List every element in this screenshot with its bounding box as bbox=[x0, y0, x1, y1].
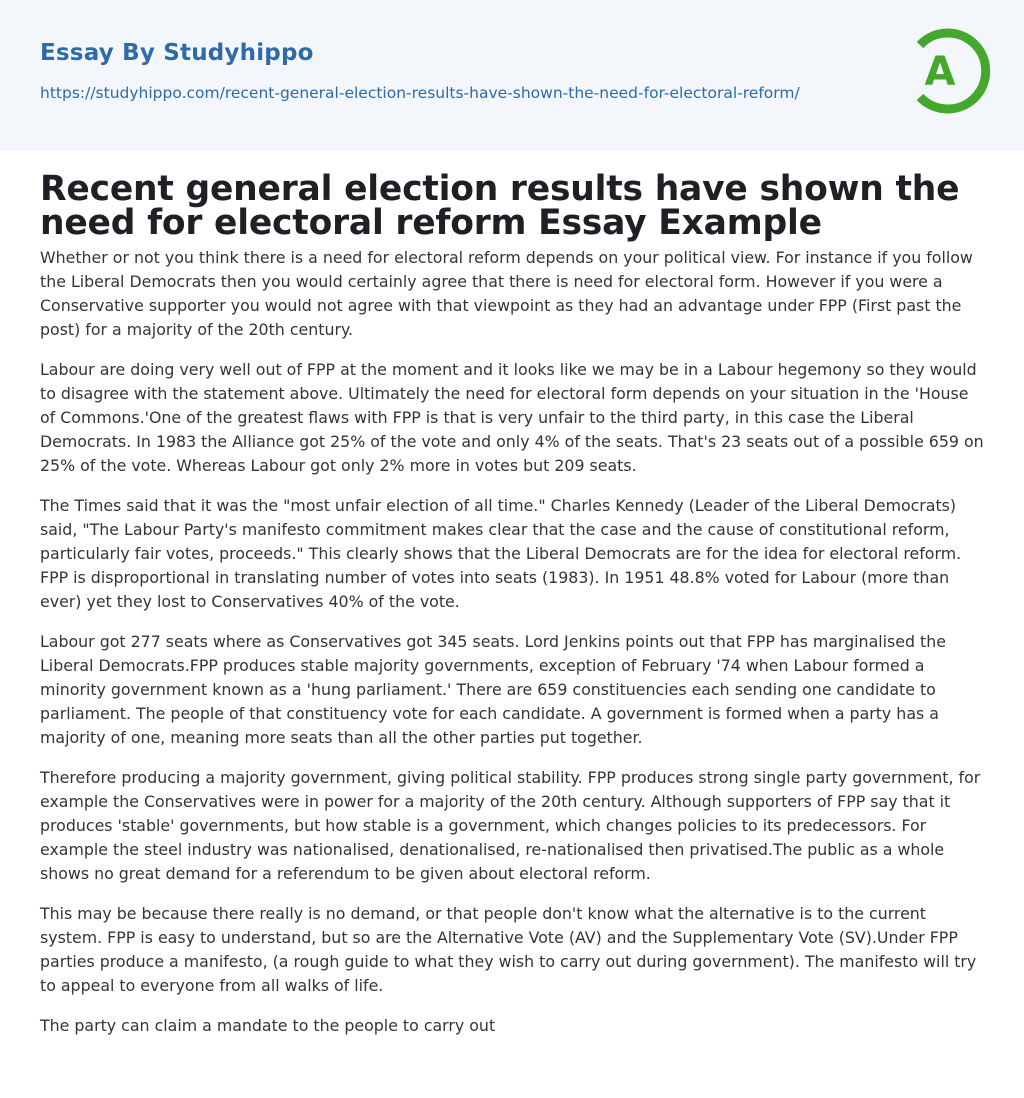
source-url-link[interactable]: https://studyhippo.com/recent-general-election-results-have-shown-the-need-for-electoral-reform/ bbox=[40, 84, 800, 102]
essay-paragraph: The Times said that it was the "most unfair election of all time." Charles Kennedy (Leader of the Liberal Democrats) said, "The Labour Party's manifesto commitment makes clear that the case and the cause of constitutional reform, particularly fair votes, proceeds." This clearly shows that the Liberal Democrats are for the idea for electoral reform. FPP is disproportional in translating number of votes into seats (1983). In 1951 48.8% voted for Labour (more than ever) yet they lost to Conservatives 40% of the vote. bbox=[40, 496, 962, 611]
logo-letter: A bbox=[924, 49, 956, 95]
essay-body bbox=[40, 246, 984, 1038]
essay-paragraph: Labour got 277 seats where as Conservatives got 345 seats. Lord Jenkins points out that FPP has marginalised the Liberal Democrats.FPP produces stable majority governments, exception of February '74 when Labour formed a minority government known as a 'hung parliament.' There are 659 constituencies each sending one candidate to parliament. The people of that constituency vote for each candidate. A government is formed when a party has a majority of one, meaning more seats than all the other parties put together. bbox=[40, 632, 946, 747]
essay-paragraph: The party can claim a mandate to the people to carry out bbox=[40, 1016, 496, 1035]
essay-paragraph: This may be because there really is no demand, or that people don't know what the alternative is to the current system. FPP is easy to understand, but so are the Alternative Vote (AV) and the Supplementary Vote (SV).Under FPP parties produce a manifesto, (a rough guide to what they wish to carry out during government). The manifesto will try to appeal to everyone from all walks of life. bbox=[40, 904, 977, 995]
essay-paragraph: Therefore producing a majority government, giving political stability. FPP produces strong single party government, for example the Conservatives were in power for a majority of the 20th century. Although supporters of FPP say that it produces 'stable' governments, but how stable is a government, which changes policies to its predecessors. For example the steel industry was nationalised, denationalised, re-nationalised then privatised.The public as a whole shows no great demand for a referendum to be given about electoral reform. bbox=[40, 768, 981, 883]
brand-title[interactable]: Essay By Studyhippo bbox=[40, 40, 314, 66]
studyhippo-logo[interactable] bbox=[900, 25, 992, 117]
essay-paragraph: Labour are doing very well out of FPP at the moment and it looks like we may be in a Labour hegemony so they would to disagree with the statement above. Ultimately the need for electoral form depends on your situation in the 'House of Commons.'One of the greatest flaws with FPP is that is very unfair to the third party, in this case the Liberal Democrats. In 1983 the Alliance got 25% of the vote and only 4% of the seats. That's 23 seats out of a possible 659 on 25% of the vote. Whereas Labour got only 2% more in votes but 209 seats. bbox=[40, 360, 984, 475]
logo-ring-icon bbox=[900, 25, 992, 117]
essay-content bbox=[0, 151, 1024, 1038]
site-header bbox=[0, 0, 1024, 151]
essay-title: Recent general election results have shown the need for electoral reform Essay Example bbox=[40, 169, 960, 243]
essay-paragraph: Whether or not you think there is a need for electoral reform depends on your political view. For instance if you follow the Liberal Democrats then you would certainly agree that there is need for electoral form. However if you were a Conservative supporter you would not agree with that viewpoint as they had an advantage under FPP (First past the post) for a majority of the 20th century. bbox=[40, 248, 973, 339]
